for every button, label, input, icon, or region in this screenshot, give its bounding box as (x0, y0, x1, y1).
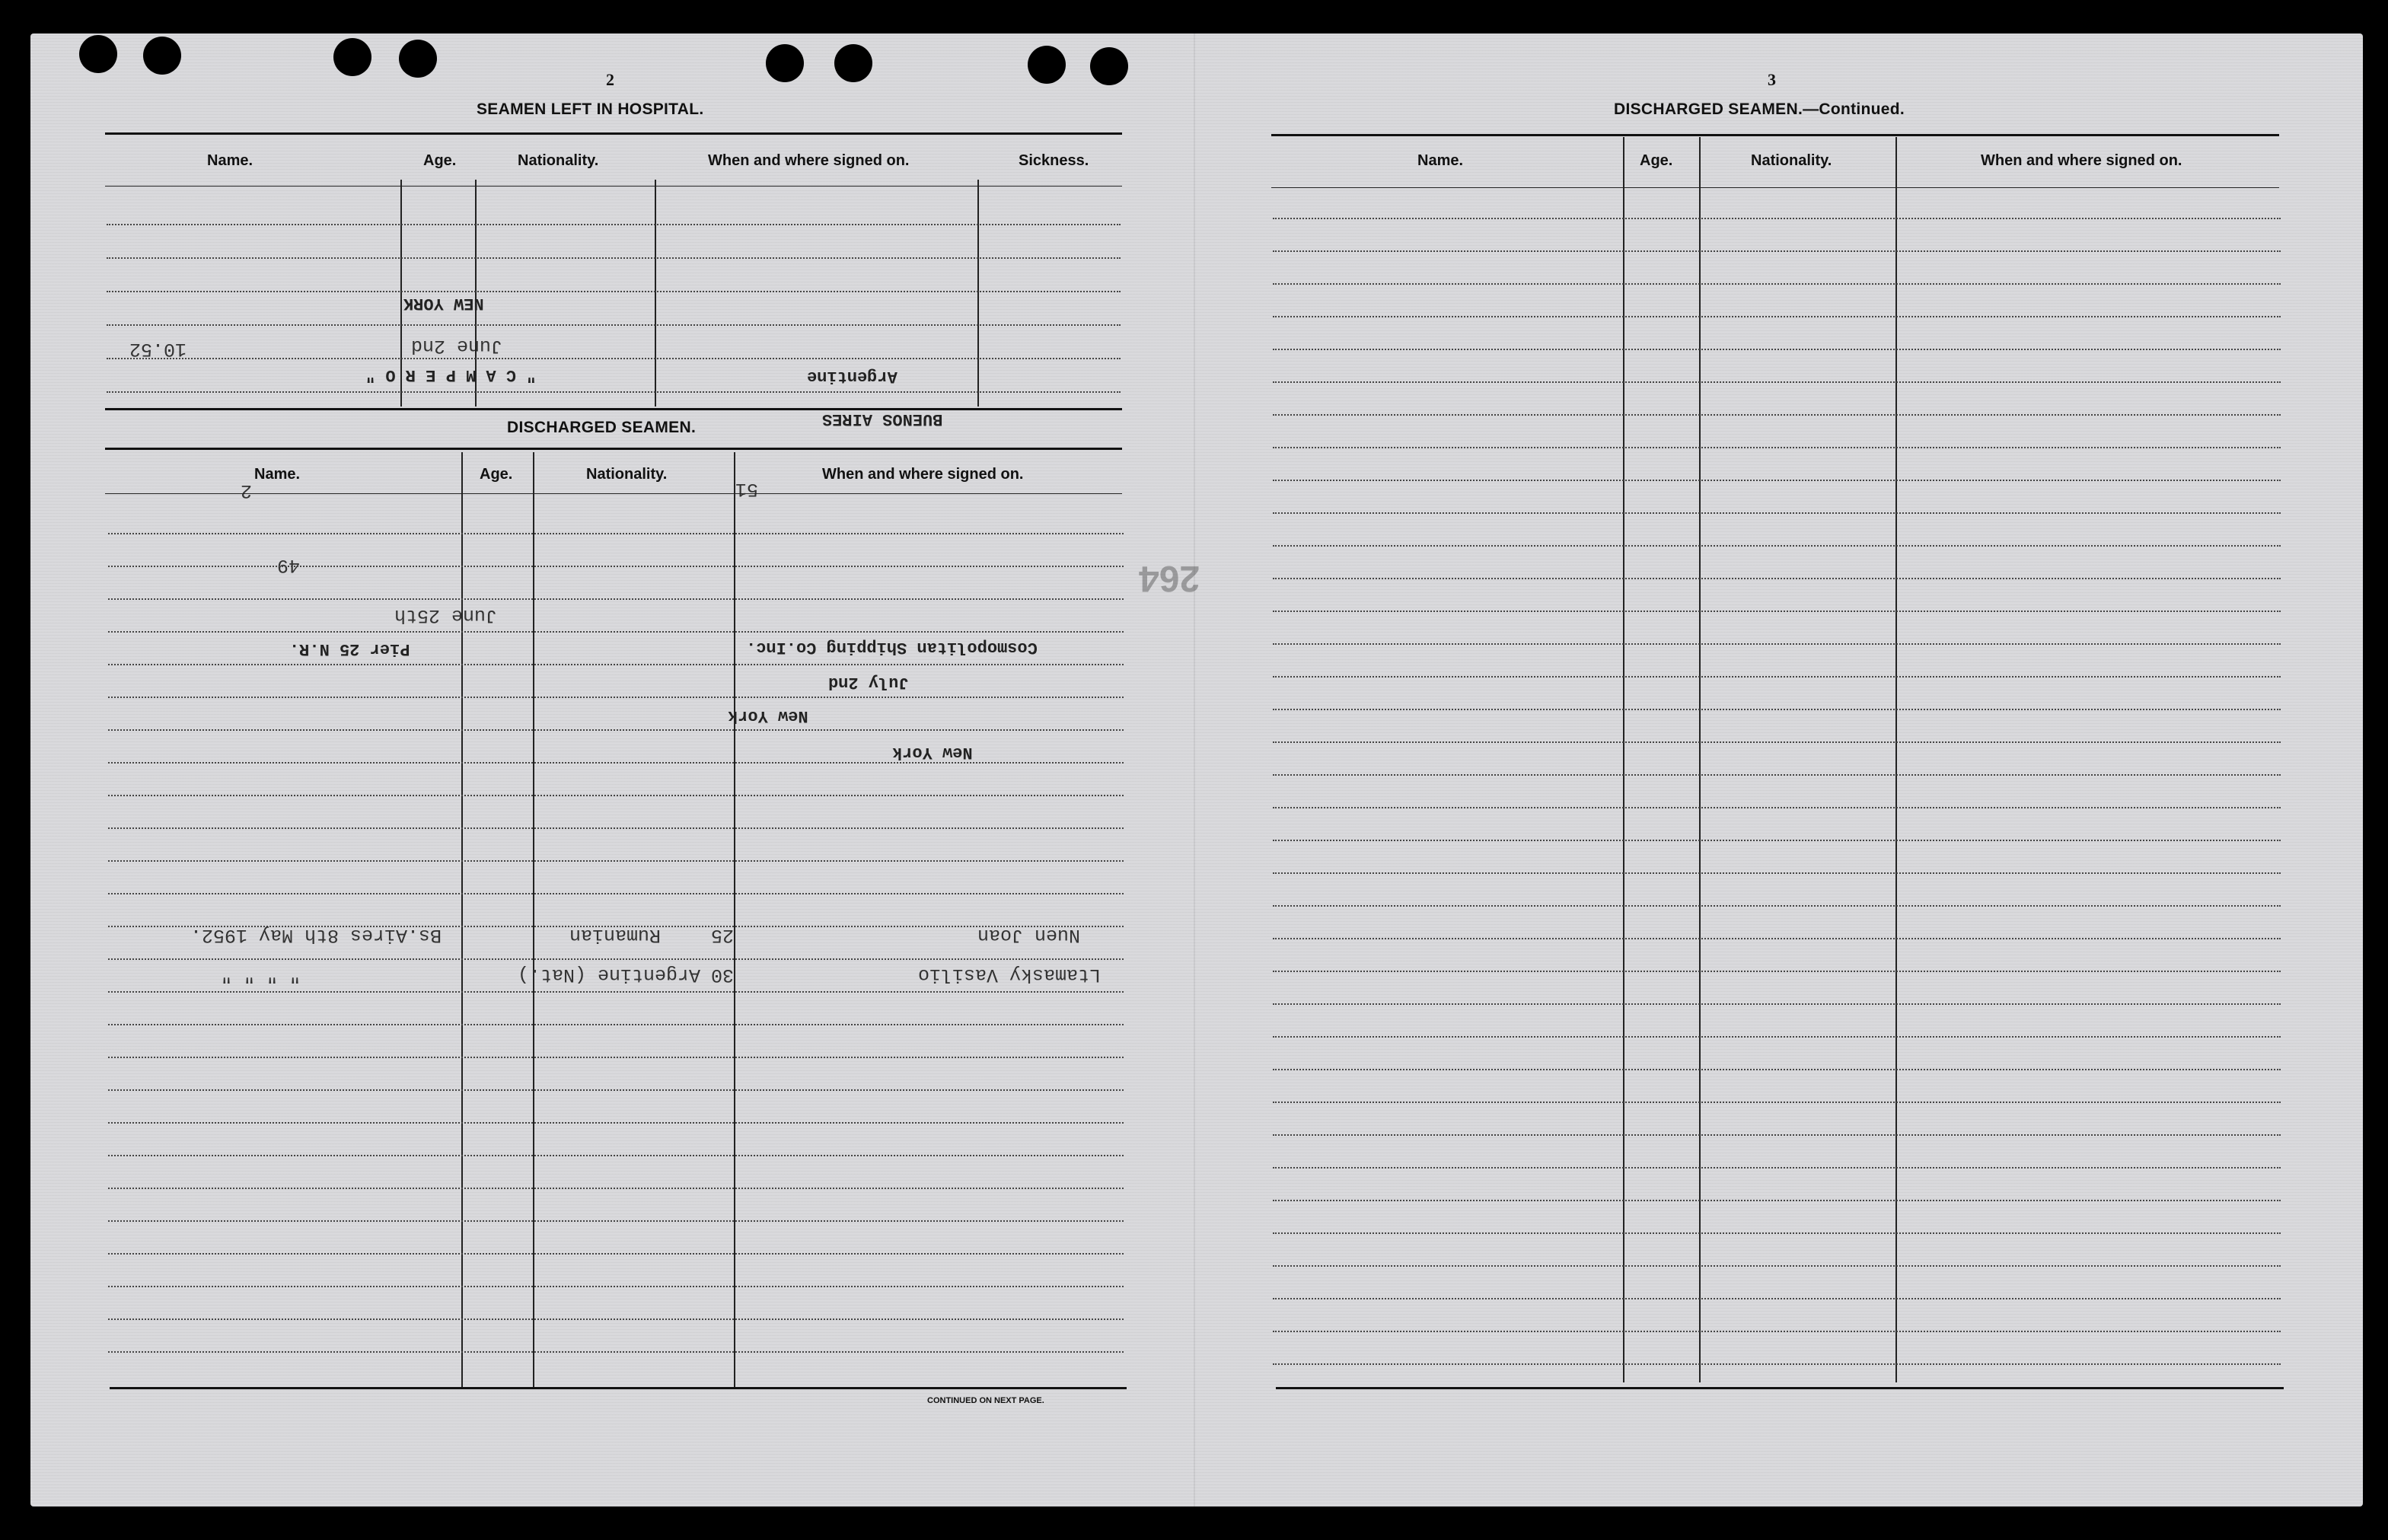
bleed-agent-date: July 2nd (828, 673, 909, 692)
ruled-line (1273, 1167, 2281, 1169)
left-bottom-rule (110, 1387, 1127, 1389)
ruled-line (1273, 1102, 2281, 1103)
hospital-col-divider (400, 180, 402, 407)
ruled-line (1273, 971, 2281, 972)
ruled-line (1273, 872, 2281, 874)
stamp-number: 264 (1139, 558, 1200, 598)
ruled-line (108, 1089, 1124, 1091)
ruled-line (108, 1220, 1124, 1222)
right-col-name: Name. (1417, 152, 1464, 169)
hospital-row-line (107, 324, 1121, 326)
hospital-col-sickness: Sickness. (1019, 152, 1089, 169)
ruled-line (1273, 545, 2281, 547)
hospital-col-divider (977, 180, 979, 407)
binder-hole (766, 44, 804, 82)
ruled-line (108, 1351, 1124, 1353)
ruled-line (1273, 1134, 2281, 1136)
ruled-line (1273, 1036, 2281, 1038)
binder-hole (1028, 46, 1066, 84)
bleed-crew-count: 51 (735, 478, 759, 500)
ruled-line (1273, 316, 2281, 317)
ruled-line (1273, 1232, 2281, 1234)
discharged-row-1-signed-on: Bs.Aires 8th May 1952. (190, 924, 442, 946)
ruled-line (108, 1286, 1124, 1287)
hospital-col-age: Age. (423, 152, 457, 169)
bleed-date: June 2nd (411, 335, 503, 357)
ruled-line (1273, 741, 2281, 743)
ruled-line (108, 795, 1124, 796)
ruled-line (1273, 1363, 2281, 1365)
ruled-line (108, 664, 1124, 665)
hospital-col-nationality: Nationality. (518, 152, 599, 169)
discharged-row-2-signed-on: " " " " (221, 964, 301, 986)
discharged-row-2-age: 30 (711, 964, 735, 986)
discharged-col-divider (734, 452, 735, 1387)
ruled-line (1273, 349, 2281, 350)
ruled-line (108, 1155, 1124, 1156)
ruled-line (1273, 840, 2281, 841)
bleed-city1: New York (728, 706, 808, 725)
bleed-age-number: 49 (277, 554, 301, 576)
ruled-line (108, 1253, 1124, 1255)
ruled-line (108, 697, 1124, 698)
binder-hole (333, 38, 371, 76)
right-col-divider (1623, 137, 1624, 1382)
hospital-section-title: SEAMEN LEFT IN HOSPITAL. (477, 100, 704, 118)
ruled-line (108, 533, 1124, 534)
hospital-col-name: Name. (207, 152, 253, 169)
hospital-col-divider (655, 180, 656, 407)
hospital-row-line (107, 257, 1121, 259)
ruled-line (108, 631, 1124, 633)
discharged-row-1-name: Nuen Joan (977, 924, 1081, 946)
ruled-line (108, 598, 1124, 600)
ruled-line (1273, 1265, 2281, 1267)
bleed-date2: June 25th (394, 604, 498, 627)
ruled-line (1273, 1331, 2281, 1332)
binder-hole (79, 35, 117, 73)
right-section-title: DISCHARGED SEAMEN.—Continued. (1614, 100, 1905, 118)
discharged-col-nationality: Nationality. (586, 466, 668, 483)
discharged-top-rule (105, 408, 1122, 410)
hospital-top-rule (105, 132, 1122, 135)
right-bottom-rule (1276, 1387, 2284, 1389)
ruled-line (1273, 774, 2281, 776)
ruled-line (108, 1188, 1124, 1189)
discharged-row-2-nationality: Argentine (Nat.) (518, 964, 701, 986)
ruled-line (1273, 512, 2281, 514)
page-number-left: 2 (606, 70, 614, 89)
right-top-rule (1271, 134, 2279, 136)
continued-footer: CONTINUED ON NEXT PAGE. (927, 1396, 1044, 1405)
ruled-line (108, 729, 1124, 731)
ruled-line (1273, 381, 2281, 383)
discharged-section-title: DISCHARGED SEAMEN. (507, 419, 697, 436)
binder-hole (143, 37, 181, 75)
page-fold (1194, 33, 1195, 1507)
ruled-line (1273, 938, 2281, 939)
ruled-line (1273, 414, 2281, 416)
ruled-line (1273, 807, 2281, 808)
bleed-vessel: " C A M P E R O " (365, 365, 537, 384)
bleed-from-port: BUENOS AIRES (822, 410, 943, 429)
ruled-line (108, 958, 1124, 960)
right-col-divider (1699, 137, 1701, 1382)
ruled-line (1273, 1069, 2281, 1070)
bleed-port: NEW YORK (403, 294, 484, 313)
right-col-age: Age. (1640, 152, 1673, 169)
ruled-line (108, 991, 1124, 993)
bleed-city2: New York (892, 743, 973, 762)
discharged-col-divider (461, 452, 463, 1387)
right-col-divider (1895, 137, 1897, 1382)
ruled-line (1273, 1298, 2281, 1299)
ruled-line (1273, 283, 2281, 285)
hospital-header-rule (105, 186, 1122, 187)
right-col-signed-on: When and where signed on. (1981, 152, 2182, 169)
hospital-row-line (107, 291, 1121, 292)
ruled-line (1273, 643, 2281, 645)
ruled-line (108, 1122, 1124, 1124)
discharged-header-rule (105, 493, 1122, 494)
hospital-row-line (107, 358, 1121, 359)
ruled-line (108, 1057, 1124, 1058)
hospital-col-divider (475, 180, 477, 407)
ruled-line (1273, 447, 2281, 448)
ruled-line (1273, 611, 2281, 612)
discharged-col-divider (533, 452, 534, 1387)
ruled-line (108, 1024, 1124, 1025)
ruled-line (1273, 1003, 2281, 1005)
discharged-row-1-nationality: Rumanian (569, 924, 662, 946)
ruled-line (1273, 480, 2281, 481)
discharged-row-1-age: 25 (711, 924, 735, 946)
ruled-line (108, 860, 1124, 862)
bleed-left-meta1: 10.52 (129, 338, 187, 360)
binder-hole (834, 44, 872, 82)
hospital-row-line (107, 224, 1121, 225)
hospital-col-signed-on: When and where signed on. (708, 152, 910, 169)
ruled-line (108, 1318, 1124, 1320)
ruled-line (108, 566, 1124, 567)
discharged-col-name: Name. (254, 466, 301, 483)
ruled-line (1273, 905, 2281, 907)
ruled-line (1273, 709, 2281, 710)
discharged-col-age: Age. (480, 466, 513, 483)
right-header-rule (1271, 187, 2279, 188)
binder-hole (1090, 47, 1128, 85)
right-col-nationality: Nationality. (1751, 152, 1832, 169)
ruled-line (1273, 676, 2281, 678)
binder-hole (399, 40, 437, 78)
bleed-flag: Argentine (807, 367, 897, 386)
discharged-col-signed-on: When and where signed on. (822, 466, 1024, 483)
discharged-header-top-rule (105, 448, 1122, 450)
discharged-row-2-name: Ltamasky Vasilio (918, 964, 1102, 986)
ruled-line (108, 893, 1124, 894)
page-number-right: 3 (1768, 70, 1776, 89)
ruled-line (1273, 1200, 2281, 1201)
ruled-line (108, 762, 1124, 764)
bleed-agent: Cosmopolitan Shipping Co.Inc. (746, 638, 1038, 657)
ruled-line (108, 827, 1124, 829)
ruled-line (1273, 218, 2281, 219)
hospital-row-line (107, 391, 1121, 393)
ruled-line (1273, 578, 2281, 579)
bleed-pier: Pier 25 N.R. (289, 639, 410, 658)
ruled-line (1273, 250, 2281, 252)
bleed-deserted: 2 (241, 480, 253, 502)
